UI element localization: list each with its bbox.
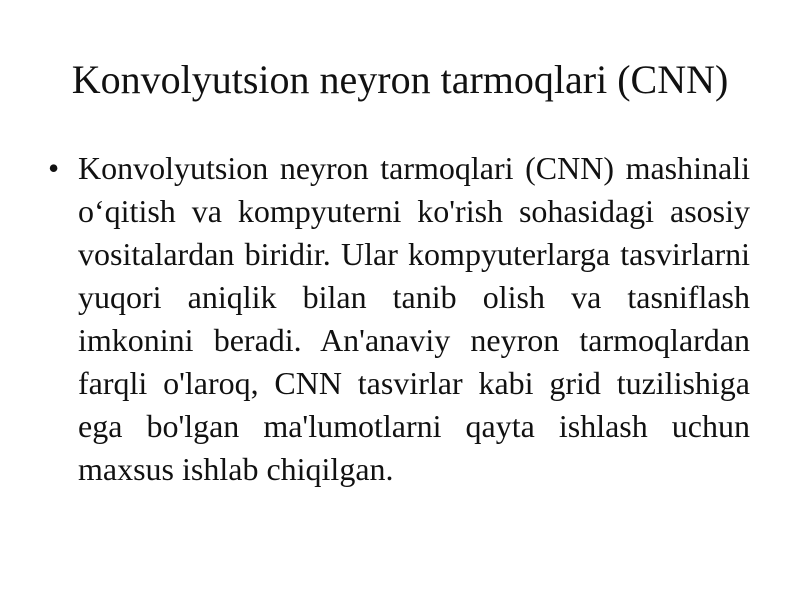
- slide-title: Konvolyutsion neyron tarmoqlari (CNN): [71, 57, 729, 102]
- bullet-list: [48, 147, 750, 491]
- bullet-text: Konvolyutsion neyron tarmoqlari (CNN) mashinali o‘qitish va kompyuterni ko'rish sohasidagi asosiy vositalardan biridir. Ular kompyuterlarga tasvirlarni yuqori aniqlik bilan tanib olish va tasniflash imkonini beradi. An'anaviy neyron tarmoqlardan farqli o'laroq, CNN tasvirlar kabi grid tuzilishiga ega bo'lgan ma'lumotlarni qayta ishlash uchun maxsus ishlab chiqilgan.: [78, 150, 750, 487]
- bullet-marker-icon: •: [48, 150, 60, 186]
- bullet-item: [48, 147, 750, 491]
